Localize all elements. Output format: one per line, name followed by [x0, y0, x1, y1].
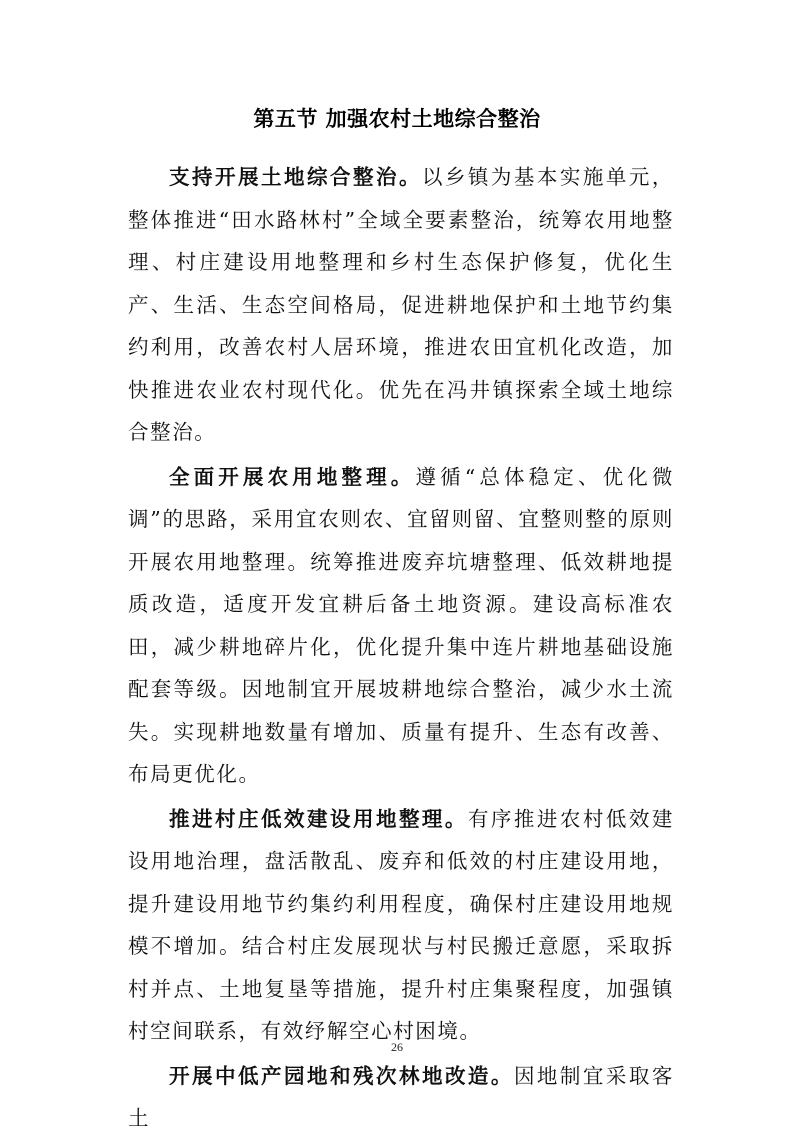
body-text: [128, 156, 674, 1142]
paragraph-land-consolidation: [128, 156, 674, 454]
paragraph-lead: 推进村庄低效建设用地整理。: [169, 806, 468, 831]
paragraph-village-land-consolidation: [128, 798, 674, 1053]
paragraph-lead: 全面开展农用地整理。: [169, 464, 416, 489]
paragraph-body: 以乡镇为基本实施单元，整体推进“田水路林村”全域全要素整治，统筹农用地整理、村庄建设用地整理和乡村生态保护修复，优化生产、生活、生态空间格局，促进耕地保护和土地节约集约利用，改善农村人居环境，推进农田宜机化改造，加快推进农业农村现代化。优先在冯井镇探索全域土地综合整治。: [128, 165, 674, 444]
paragraph-body: 有序推进农村低效建设用地治理，盘活散乱、废弃和低效的村庄建设用地，提升建设用地节约集约利用程度，确保村庄建设用地规模不增加。结合村庄发展现状与村民搬迁意愿，采取拆村并点、土地复垦等措施，提升村庄集聚程度，加强镇村空间联系，有效纾解空心村困境。: [128, 806, 674, 1043]
paragraph-farmland-consolidation: [128, 456, 674, 796]
paragraph-body: 因地制宜采取客土: [128, 1063, 675, 1130]
paragraph-lead: 开展中低产园地和残次林地改造。: [169, 1063, 514, 1088]
page-number: 26: [391, 1040, 403, 1054]
paragraph-lead: 支持开展土地综合整治。: [169, 165, 422, 189]
paragraph-body: 遵循“总体稳定、优化微调”的思路，采用宜农则农、宜留则留、宜整则整的原则开展农用地整理。统筹推进废弃坑塘整理、低效耕地提质改造，适度开发宜耕后备土地资源。建设高标准农田，减少耕地碎片化，优化提升集中连片耕地基础设施配套等级。因地制宜开展坡耕地综合整治，减少水土流失。实现耕地数量有增加、质量有提升、生态有改善、布局更优化。: [128, 464, 674, 786]
section-title: 第五节 加强农村土地综合整治: [253, 107, 541, 131]
paragraph-orchard-forest-improvement: [128, 1055, 674, 1140]
